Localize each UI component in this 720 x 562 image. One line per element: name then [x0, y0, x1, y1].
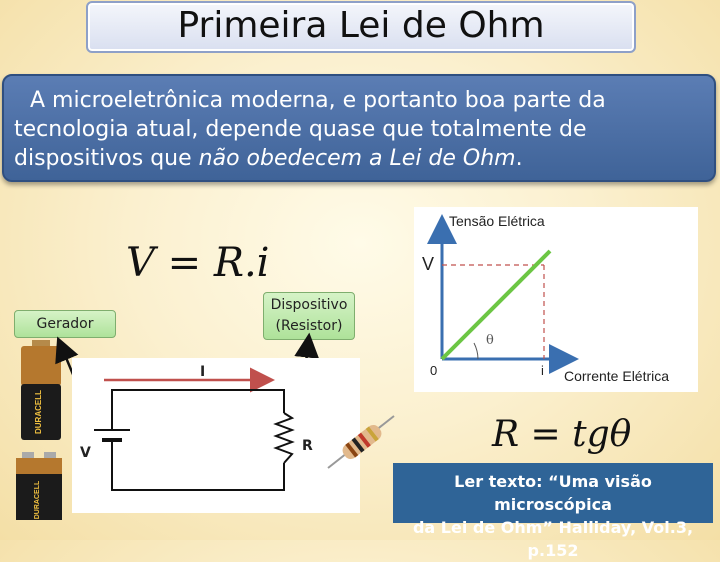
resistor-image [326, 412, 398, 472]
current-label: I [200, 364, 206, 380]
ohm-law-formula: V = R.i [126, 240, 270, 286]
reference-line-1: Ler texto: “Uma visão microscópica [454, 472, 652, 514]
resistance-tangent-formula: R = tgθ [492, 414, 632, 455]
resistor-label: R [302, 438, 313, 454]
graph-v-label: V [422, 254, 435, 274]
intro-line-3-plain: dispositivos que [14, 146, 199, 171]
device-label-line-1: Dispositivo [270, 297, 348, 313]
graph-ohmic-line [442, 251, 550, 359]
battery-9v-brand: DURACELL [34, 480, 41, 520]
intro-line-3-italic: não obedecem a Lei de Ohm [198, 146, 516, 171]
circuit-diagram [72, 358, 360, 513]
reference-box [393, 463, 713, 560]
graph-x-title: Corrente Elétrica [564, 368, 670, 384]
graph-angle-label: θ [486, 333, 494, 348]
generator-label: Gerador [14, 310, 116, 338]
intro-line-2: tecnologia atual, depende quase que totalmente de [14, 117, 587, 142]
intro-line-1: A microeletrônica moderna, e portanto boa parte da [30, 88, 606, 113]
reference-line-2: da Lei de Ohm” Halliday, Vol.3, p.152 [412, 518, 694, 560]
intro-line-3-end: . [515, 146, 523, 171]
graph-angle-arc [474, 343, 478, 359]
graph-y-title: Tensão Elétrica [449, 213, 545, 229]
device-label-line-2: (Resistor) [275, 318, 343, 334]
circuit-wire-bottom [112, 448, 284, 490]
graph-svg [414, 207, 698, 392]
circuit-wire-top [112, 390, 284, 418]
resistor-body [340, 422, 385, 462]
battery-aa-brand: DURACELL [34, 390, 43, 434]
resistor-symbol [276, 413, 292, 463]
slide-title: Primeira Lei de Ohm [177, 5, 545, 46]
circuit-voltage-label: V [80, 445, 91, 461]
graph-i-label: i [541, 363, 544, 378]
graph-origin-label: 0 [430, 363, 438, 378]
voltage-current-graph [414, 207, 698, 392]
